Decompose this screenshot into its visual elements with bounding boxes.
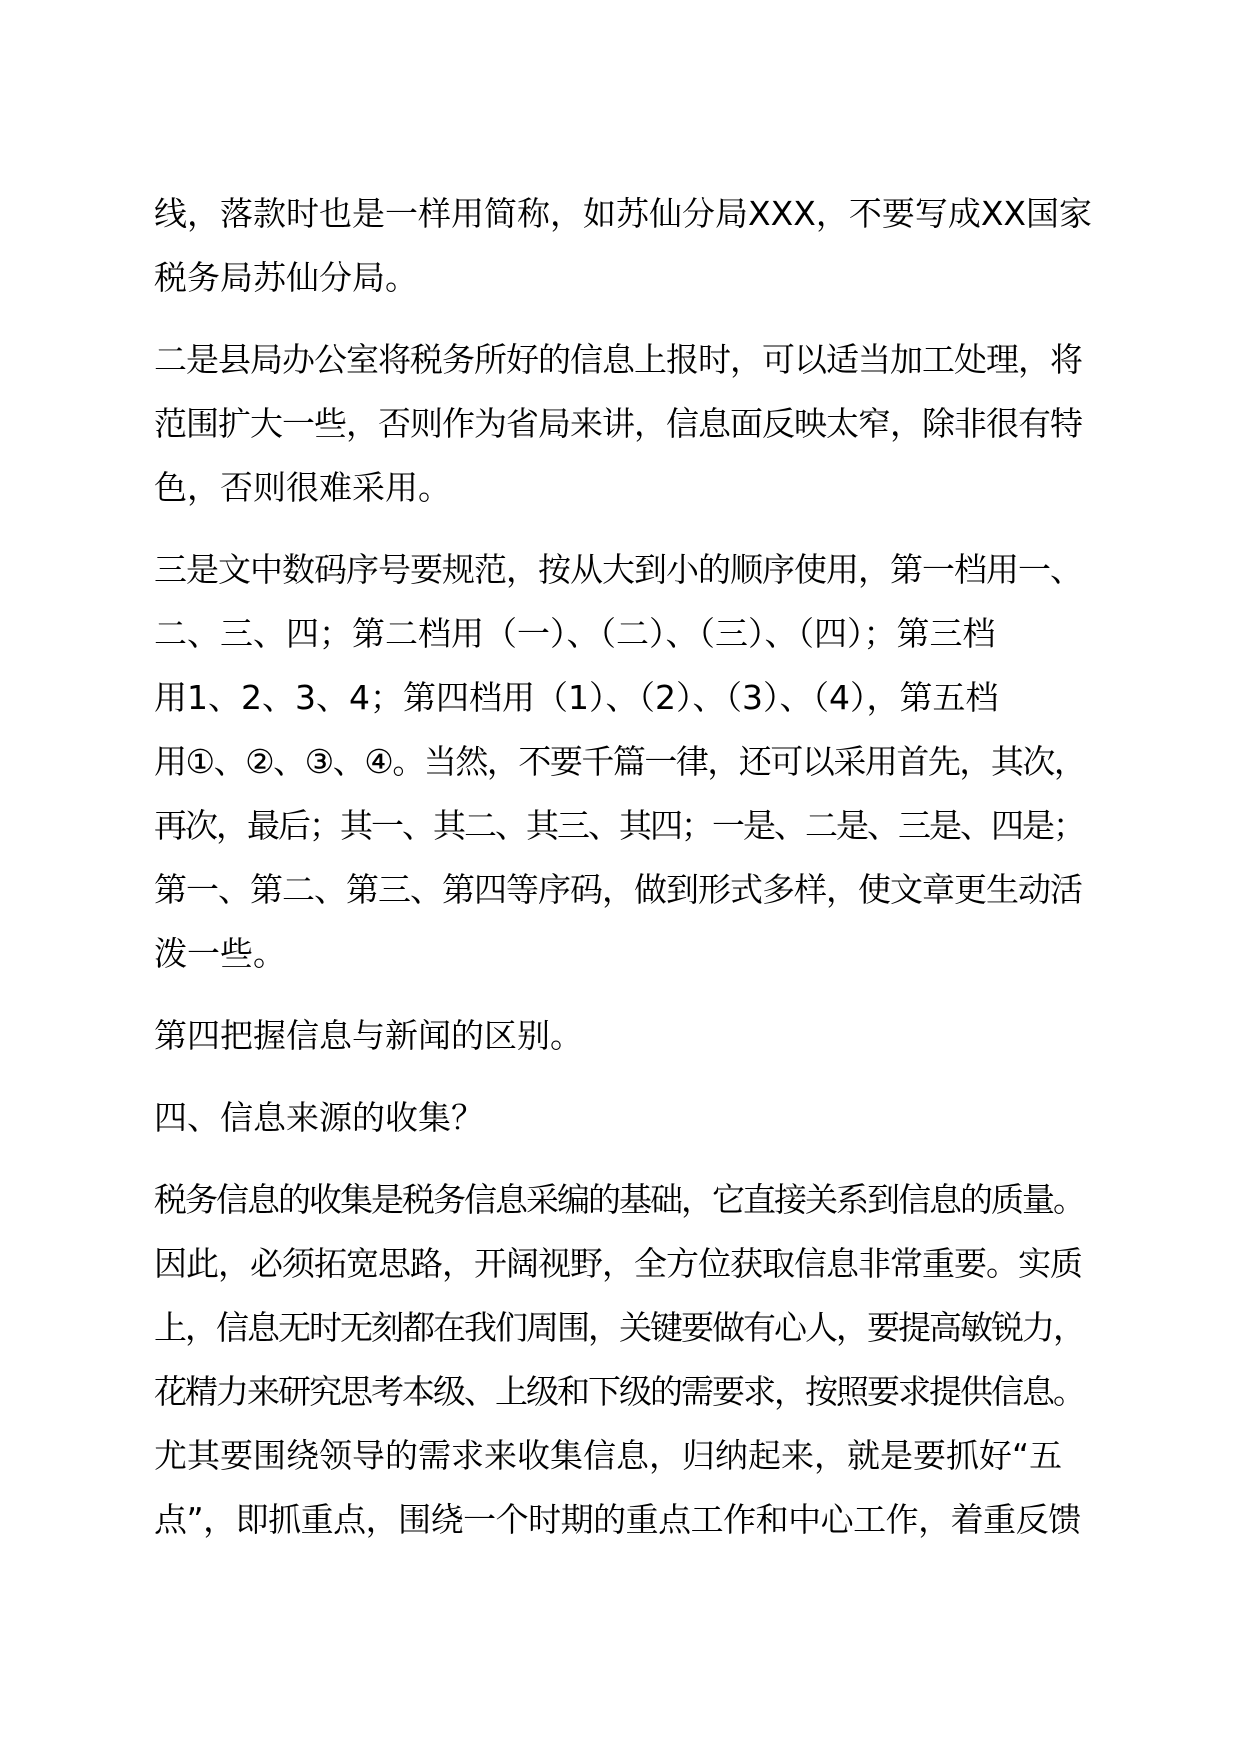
text-line: 尤其要围绕领导的需求来收集信息，归纳起来，就是要抓好“五 <box>154 1436 1063 1475</box>
text-line: 泼一些。 <box>154 934 286 973</box>
text-line: 二是县局办公室将税务所好的信息上报时，可以适当加工处理，将 <box>154 340 1082 379</box>
text-line: 第一、第二、第三、第四等序码，做到形式多样，使文章更生动活 <box>154 870 1082 909</box>
text-line: 三是文中数码序号要规范，按从大到小的顺序使用，第一档用一、 <box>154 550 1082 589</box>
text-line: 上，信息无时无刻都在我们周围，关键要做有心人，要提高敏锐力， <box>154 1308 1084 1347</box>
text-line: 范围扩大一些，否则作为省局来讲，信息面反映太窄，除非很有特 <box>154 404 1082 443</box>
text-line: 点”，即抓重点，围绕一个时期的重点工作和中心工作，着重反馈 <box>154 1500 1081 1539</box>
text-line: 花精力来研究思考本级、上级和下级的需要求，按照要求提供信息。 <box>154 1372 1084 1411</box>
text-line: 税务局苏仙分局。 <box>154 258 418 297</box>
text-line: 因此，必须拓宽思路，开阔视野，全方位获取信息非常重要。实质 <box>154 1244 1082 1283</box>
text-line: 再次，最后；其一、其二、其三、其四；一是、二是、三是、四是； <box>154 806 1084 845</box>
text-line: 用1、2、3、4；第四档用（1）、（2）、（3）、（4），第五档 <box>154 678 999 717</box>
text-line: 第四把握信息与新闻的区别。 <box>154 1016 583 1055</box>
text-line: 色，否则很难采用。 <box>154 468 451 507</box>
text-line: 线，落款时也是一样用简称，如苏仙分局XXX，不要写成XX国家 <box>154 194 1093 233</box>
text-line: 二、三、四；第二档用（一）、（二）、（三）、（四）；第三档 <box>154 614 996 653</box>
section-heading: 四、信息来源的收集？ <box>154 1098 484 1137</box>
text-line: 用①、②、③、④。当然，不要千篇一律，还可以采用首先，其次， <box>154 742 1086 781</box>
text-line: 税务信息的收集是税务信息采编的基础，它直接关系到信息的质量。 <box>154 1180 1084 1219</box>
